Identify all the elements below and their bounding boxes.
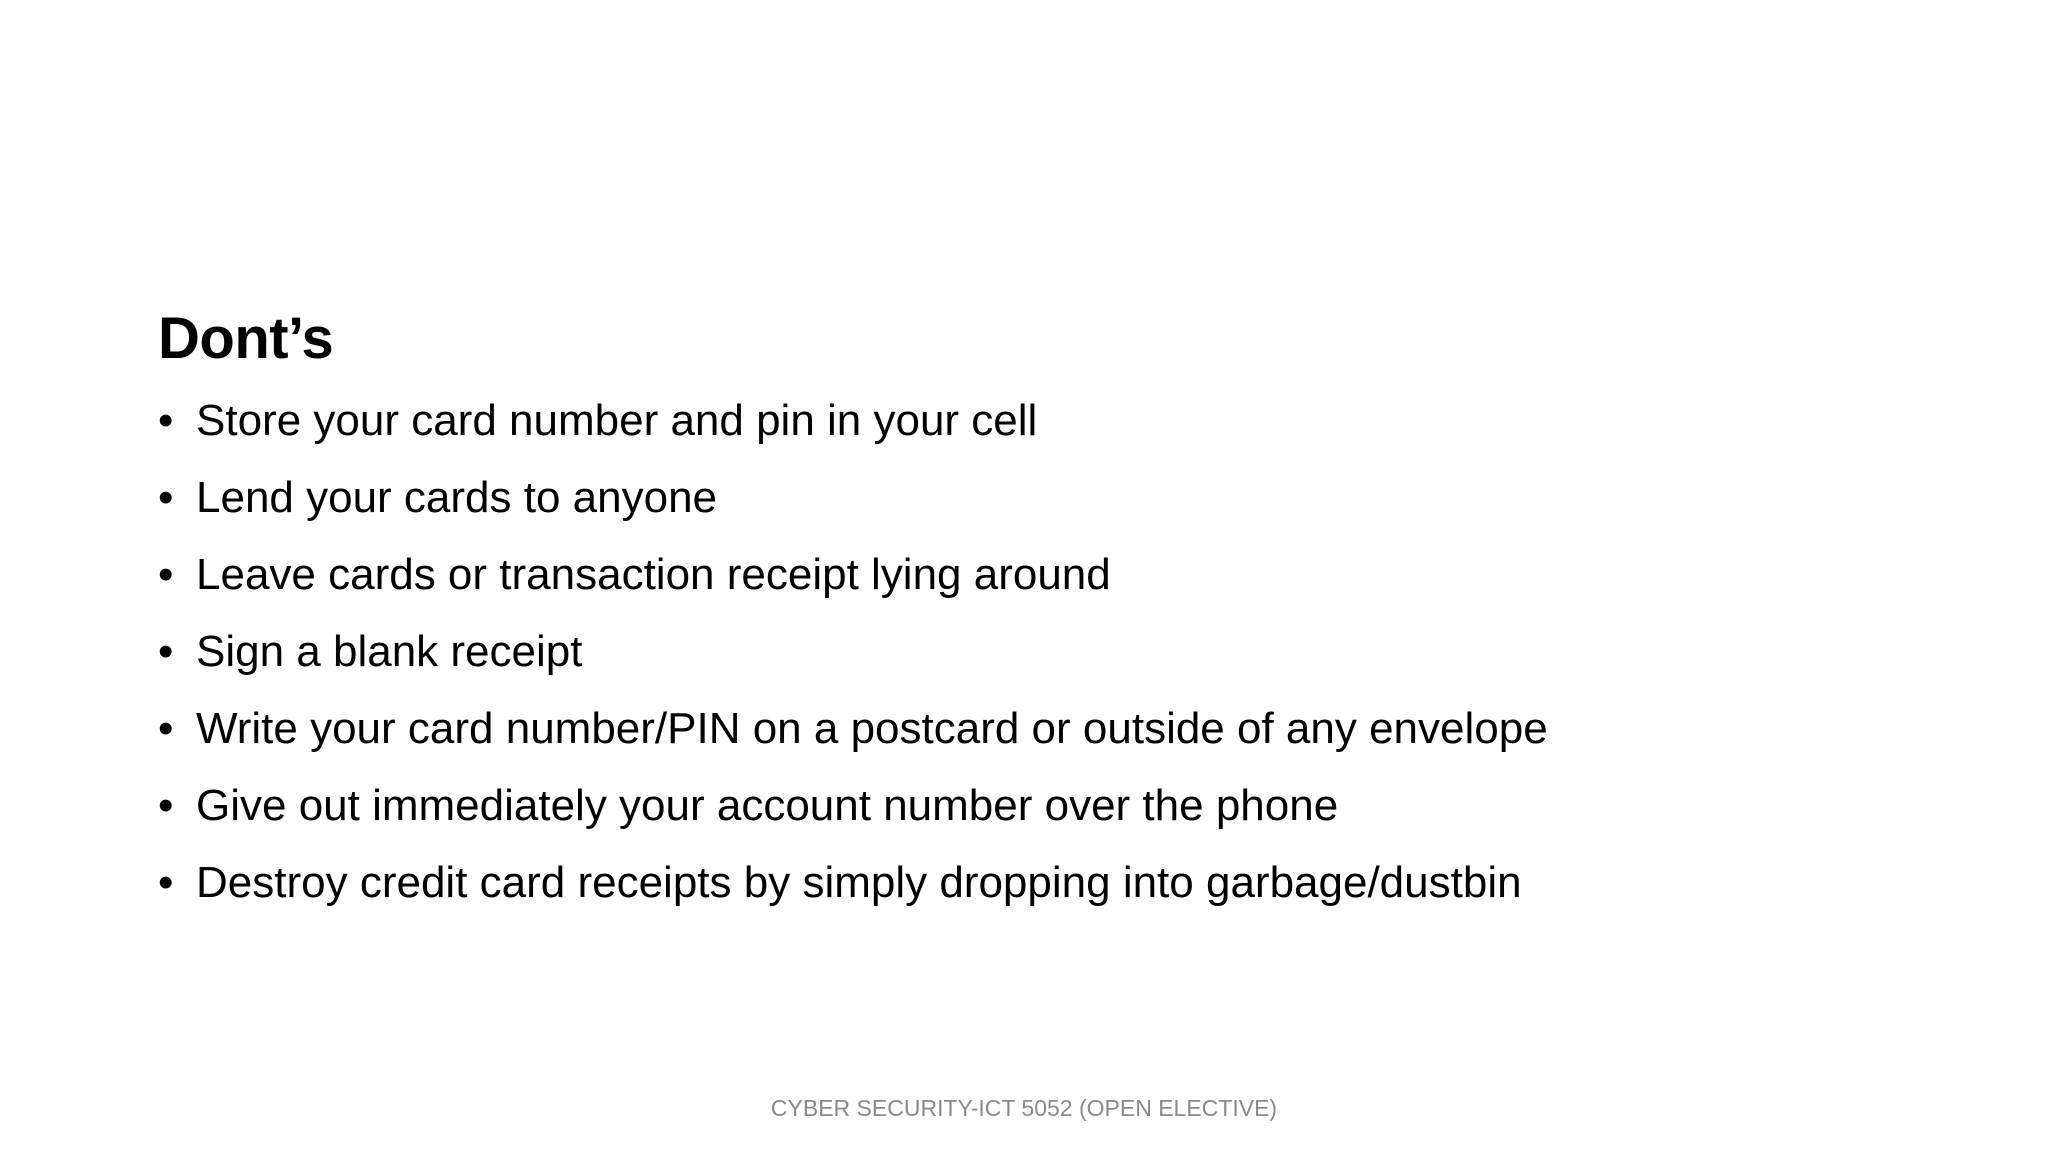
bullet-icon: •	[158, 550, 174, 599]
slide-title: Dont’s	[158, 306, 334, 371]
slide-content	[158, 306, 1918, 933]
bullet-text: Give out immediately your account number over the phone	[196, 781, 1339, 830]
bullet-item	[158, 548, 1918, 602]
bullet-item	[158, 702, 1918, 756]
bullet-icon: •	[158, 781, 174, 830]
bullet-icon: •	[158, 858, 174, 907]
bullet-icon: •	[158, 473, 174, 522]
bullet-item	[158, 394, 1918, 448]
bullet-icon: •	[158, 704, 174, 753]
bullet-text: Store your card number and pin in your cell	[196, 396, 1038, 445]
bullet-text: Sign a blank receipt	[196, 627, 583, 676]
bullet-icon: •	[158, 627, 174, 676]
bullet-list	[158, 394, 1918, 910]
bullet-item	[158, 856, 1918, 910]
bullet-text: Lend your cards to anyone	[196, 473, 718, 522]
bullet-item	[158, 625, 1918, 679]
bullet-item	[158, 471, 1918, 525]
bullet-item	[158, 779, 1918, 833]
bullet-text: Write your card number/PIN on a postcard or outside of any envelope	[196, 704, 1548, 753]
slide-footer: CYBER SECURITY-ICT 5052 (OPEN ELECTIVE)	[770, 1095, 1278, 1121]
bullet-icon: •	[158, 396, 174, 445]
bullet-text: Leave cards or transaction receipt lying around	[196, 550, 1111, 599]
bullet-text: Destroy credit card receipts by simply dropping into garbage/dustbin	[196, 858, 1522, 907]
